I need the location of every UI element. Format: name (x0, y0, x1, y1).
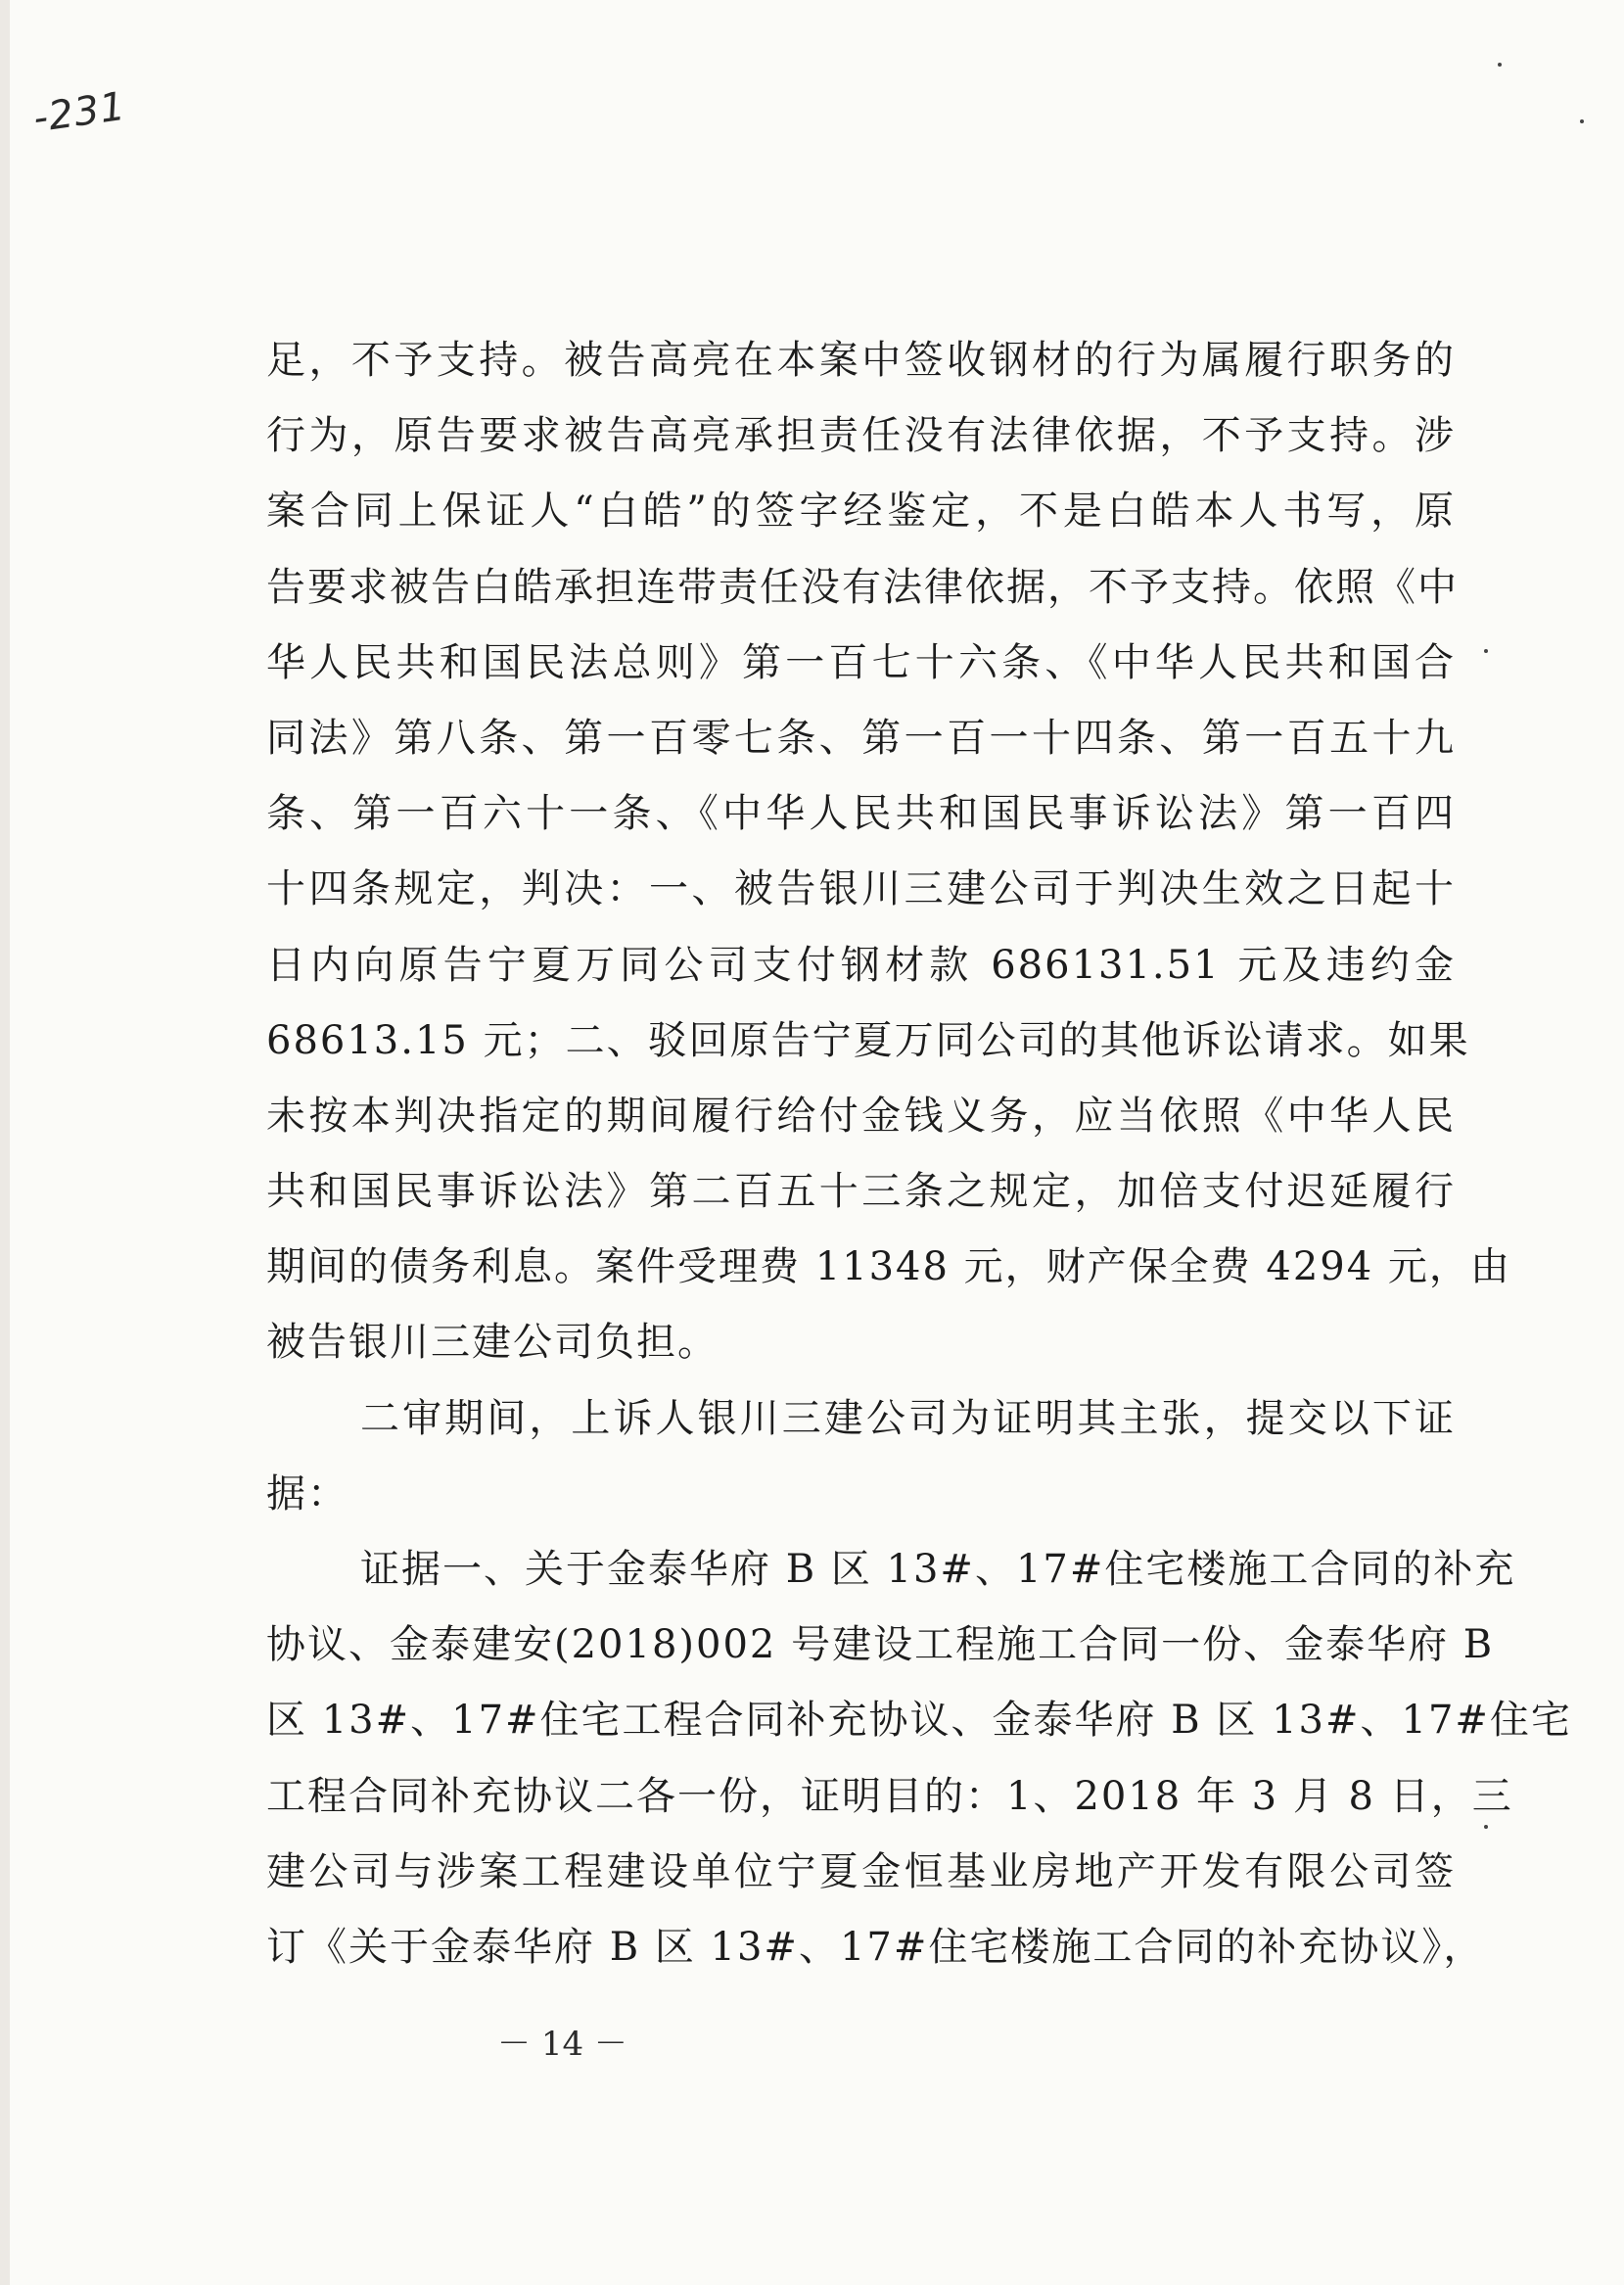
text-line: 订《关于金泰华府 B 区 13#、17#住宅楼施工合同的补充协议》， (266, 1924, 1485, 1970)
text-line: 期间的债务利息。案件受理费 11348 元，财产保全费 4294 元，由 (266, 1244, 1511, 1290)
paragraph-first-line: 证据一、关于金泰华府 B 区 13#、17#住宅楼施工合同的补充 (360, 1547, 1516, 1592)
text-line: 足，不予支持。被告高亮在本案中签收钢材的行为属履行职务的 (266, 338, 1456, 383)
text-line: 协议、金泰建安(2018)002 号建设工程施工合同一份、金泰华府 B (266, 1622, 1495, 1668)
text-line: 据： (266, 1470, 348, 1516)
judgment-body-text (266, 323, 1572, 1985)
text-line: 行为，原告要求被告高亮承担责任没有法律依据，不予支持。涉 (266, 413, 1456, 459)
page-number: － 14 － (497, 2025, 627, 2064)
text-line: 共和国民事诉讼法》第二百五十三条之规定，加倍支付迟延履行 (266, 1169, 1456, 1215)
text-line: 告要求被告白皓承担连带责任没有法律依据，不予支持。依照《中 (266, 564, 1459, 610)
text-line: 条、第一百六十一条、《中华人民共和国民事诉讼法》第一百四 (266, 791, 1456, 837)
handwritten-page-mark: -231 (30, 83, 129, 142)
text-line: 华人民共和国民法总则》第一百七十六条、《中华人民共和国合 (266, 639, 1456, 685)
text-line: 同法》第八条、第一百零七条、第一百一十四条、第一百五十九 (266, 715, 1456, 761)
scan-speck (1484, 1825, 1488, 1829)
paragraph-first-line: 二审期间，上诉人银川三建公司为证明其主张，提交以下证 (360, 1395, 1456, 1441)
text-line: 68613.15 元；二、驳回原告宁夏万同公司的其他诉讼请求。如果 (266, 1017, 1470, 1063)
scan-speck (1484, 649, 1488, 653)
text-line: 十四条规定，判决：一、被告银川三建公司于判决生效之日起十 (266, 866, 1456, 912)
scan-speck (1580, 119, 1584, 123)
text-line: 建公司与涉案工程建设单位宁夏金恒基业房地产开发有限公司签 (266, 1848, 1456, 1894)
text-line: 工程合同补充协议二各一份，证明目的：1、2018 年 3 月 8 日，三 (266, 1773, 1513, 1819)
text-line: 被告银川三建公司负担。 (266, 1320, 719, 1366)
text-line: 区 13#、17#住宅工程合同补充协议、金泰华府 B 区 13#、17#住宅 (266, 1698, 1572, 1744)
scan-speck (1498, 63, 1502, 67)
text-line: 日内向原告宁夏万同公司支付钢材款 686131.51 元及违约金 (266, 942, 1456, 988)
text-line: 未按本判决指定的期间履行给付金钱义务，应当依照《中华人民 (266, 1093, 1456, 1139)
text-line: 案合同上保证人“白皓”的签字经鉴定，不是白皓本人书写，原 (266, 489, 1456, 535)
